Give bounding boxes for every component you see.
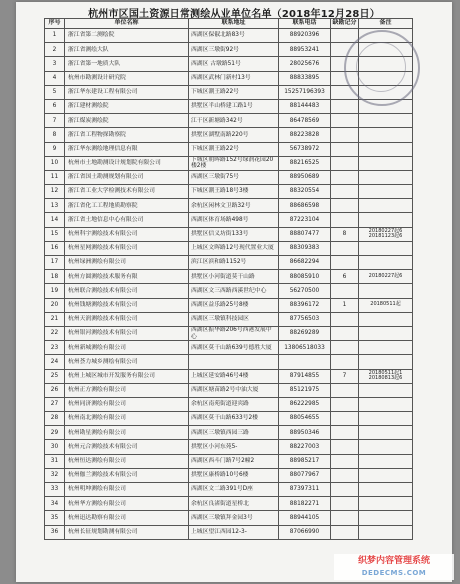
table-row: [45, 397, 413, 411]
table-row: [45, 326, 413, 340]
contact-address: 西湖区西斗门路7号2幢2: [189, 454, 279, 468]
company-name: 杭州钱塘测绘技术有限公司: [65, 298, 189, 312]
table-row: [45, 355, 413, 369]
contact-phone: 88144483: [279, 99, 331, 113]
contact-address: 西湖区武林门新村13号: [189, 71, 279, 85]
company-name: 杭州银河测绘技术有限公司: [65, 326, 189, 340]
company-name: 杭州恒达测绘有限公司: [65, 454, 189, 468]
row-number: 16: [45, 241, 65, 255]
company-name: 杭州科宇测绘技术有限公司: [65, 227, 189, 241]
company-name: 浙江省国土勘测规划有限公司: [65, 170, 189, 184]
row-number: 30: [45, 440, 65, 454]
remark: [359, 397, 413, 411]
column-header: 联系地址: [189, 19, 279, 29]
contact-address: 西湖区三墩镇科技园区: [189, 312, 279, 326]
remark: 20180511起: [359, 298, 413, 312]
company-name: 杭州迅达勘察有限公司: [65, 511, 189, 525]
remark: [359, 199, 413, 213]
watermark-title: 织梦内容管理系统: [357, 556, 430, 566]
contact-phone: 88227003: [279, 440, 331, 454]
company-name: 杭州荟力城乡测绘有限公司: [65, 355, 189, 369]
row-number: 21: [45, 312, 65, 326]
penalty-score: [331, 426, 359, 440]
company-name: 杭州方圆测绘技术服务有限: [65, 270, 189, 284]
remark: 20180227起6: [359, 270, 413, 284]
row-number: 8: [45, 128, 65, 142]
remark: [359, 412, 413, 426]
remark: [359, 355, 413, 369]
table-row: [45, 454, 413, 468]
table-row: [45, 369, 413, 383]
contact-address: 西湖区体育场路498号: [189, 213, 279, 227]
remark: [359, 383, 413, 397]
document-page: [16, 2, 452, 582]
table-body: [45, 29, 413, 540]
penalty-score: [331, 341, 359, 355]
company-name: 杭州同济测绘有限公司: [65, 397, 189, 411]
penalty-score: 8: [331, 227, 359, 241]
remark: [359, 170, 413, 184]
contact-phone: 88077967: [279, 468, 331, 482]
row-number: 33: [45, 483, 65, 497]
contact-address: 西湖区三墩镇拜金园3号: [189, 511, 279, 525]
company-name: 杭州上城区城市开发服务有限公司: [65, 369, 189, 383]
remark: [359, 241, 413, 255]
table-row: [45, 156, 413, 170]
contact-phone: 88309383: [279, 241, 331, 255]
row-number: 3: [45, 57, 65, 71]
contact-address: 西湖区三墩街92号: [189, 43, 279, 57]
row-number: 25: [45, 369, 65, 383]
company-name: 浙江省化工工程地质勘察院: [65, 199, 189, 213]
table-row: [45, 440, 413, 454]
remark: [359, 256, 413, 270]
column-header: 联系电话: [279, 19, 331, 29]
table-row: [45, 298, 413, 312]
company-name: 浙江省第一地质大队: [65, 57, 189, 71]
table-row: [45, 199, 413, 213]
row-number: 10: [45, 156, 65, 170]
contact-address: 西湖区保俶北路83号: [189, 29, 279, 43]
row-number: 4: [45, 71, 65, 85]
contact-phone: 88396172: [279, 298, 331, 312]
contact-phone: 15257196393: [279, 85, 331, 99]
contact-address: 江干区新塘路342号: [189, 114, 279, 128]
contact-address: 西湖区莫干山路633号2楼: [189, 412, 279, 426]
table-row: [45, 383, 413, 397]
row-number: 22: [45, 326, 65, 340]
row-number: 14: [45, 213, 65, 227]
penalty-score: [331, 114, 359, 128]
penalty-score: [331, 511, 359, 525]
row-number: 19: [45, 284, 65, 298]
penalty-score: [331, 326, 359, 340]
company-name: 浙江华东测绘地理信息有限: [65, 142, 189, 156]
contact-phone: 28025676: [279, 57, 331, 71]
contact-phone: 88182271: [279, 497, 331, 511]
contact-address: 西湖区振华路206号西港发展中心: [189, 326, 279, 340]
row-number: 36: [45, 525, 65, 539]
company-name: 浙江建材测绘院: [65, 99, 189, 113]
contact-address: 拱墅区湖墅南路220号: [189, 128, 279, 142]
company-name: 浙江省工程物探勘察院: [65, 128, 189, 142]
penalty-score: [331, 525, 359, 539]
row-number: 6: [45, 99, 65, 113]
table-row: [45, 114, 413, 128]
penalty-score: [331, 142, 359, 156]
contact-address: 下城区潮王路18号3楼: [189, 185, 279, 199]
row-number: 32: [45, 468, 65, 482]
contact-address: 拱墅区半山桥建工路1号: [189, 99, 279, 113]
company-name: 杭州伽兰测绘技术有限公司: [65, 468, 189, 482]
penalty-score: [331, 412, 359, 426]
remark: [359, 128, 413, 142]
column-header: 单位名称: [65, 19, 189, 29]
contact-phone: 56738972: [279, 142, 331, 156]
column-header: 序号: [45, 19, 65, 29]
table-row: [45, 99, 413, 113]
company-name: 杭州华方测绘有限公司: [65, 497, 189, 511]
company-name: 浙江省测绘大队: [65, 43, 189, 57]
table-row: [45, 511, 413, 525]
contact-phone: 88807477: [279, 227, 331, 241]
remark: [359, 185, 413, 199]
document-title: 杭州市区国土资源日常测绘从业单位名单（2018年12月28日）: [88, 9, 380, 20]
company-name: 杭州天润测绘技术有限公司: [65, 312, 189, 326]
row-number: 28: [45, 412, 65, 426]
row-number: 7: [45, 114, 65, 128]
table-row: [45, 185, 413, 199]
row-number: 31: [45, 454, 65, 468]
row-number: 26: [45, 383, 65, 397]
contact-address: 滨江区滨和路1152号: [189, 256, 279, 270]
row-number: 34: [45, 497, 65, 511]
company-name: 杭州绿洲测绘有限公司: [65, 256, 189, 270]
contact-phone: 88223828: [279, 128, 331, 142]
contact-phone: 86682294: [279, 256, 331, 270]
penalty-score: [331, 213, 359, 227]
contact-phone: 87914855: [279, 369, 331, 383]
contact-address: 拱墅区小河东苑5-: [189, 440, 279, 454]
table-row: [45, 341, 413, 355]
row-number: 2: [45, 43, 65, 57]
row-number: 11: [45, 170, 65, 184]
row-number: 9: [45, 142, 65, 156]
remark: [359, 142, 413, 156]
contact-address: 西湖区文二路391号D座: [189, 483, 279, 497]
remark: [359, 312, 413, 326]
penalty-score: [331, 156, 359, 170]
contact-phone: 87756503: [279, 312, 331, 326]
remark: [359, 114, 413, 128]
contact-address: 西湖区莫干山路639号德胜大厦: [189, 341, 279, 355]
contact-phone: 56270500: [279, 284, 331, 298]
contact-address: 上城区延安路46号4楼: [189, 369, 279, 383]
remark: 20180227起6 20181123起6: [359, 227, 413, 241]
contact-phone: 88833895: [279, 71, 331, 85]
contact-address: 西湖区文三西路西溪世纪中心: [189, 284, 279, 298]
row-number: 27: [45, 397, 65, 411]
company-name: 浙江省第二测绘院: [65, 29, 189, 43]
contact-address: 拱墅区康桥路10号6楼: [189, 468, 279, 482]
row-number: 23: [45, 341, 65, 355]
company-name: 杭州市勘测设计研究院: [65, 71, 189, 85]
contact-phone: 85121975: [279, 383, 331, 397]
contact-address: 余杭区良渚街道星桥北: [189, 497, 279, 511]
penalty-score: [331, 241, 359, 255]
remark: [359, 326, 413, 340]
remark: [359, 341, 413, 355]
company-name: 杭州南北测绘有限公司: [65, 412, 189, 426]
column-header: 备注: [359, 19, 413, 29]
penalty-score: [331, 497, 359, 511]
table-row: [45, 525, 413, 539]
company-name: 杭州明坤测绘有限公司: [65, 483, 189, 497]
penalty-score: [331, 99, 359, 113]
contact-address: [189, 355, 279, 369]
penalty-score: [331, 454, 359, 468]
table-row: [45, 497, 413, 511]
contact-phone: 88950689: [279, 170, 331, 184]
table-row: [45, 312, 413, 326]
remark: [359, 525, 413, 539]
company-name: 杭州星网测绘技术有限公司: [65, 241, 189, 255]
company-name: 浙江华东建设工程有限公司: [65, 85, 189, 99]
row-number: 13: [45, 199, 65, 213]
company-name: 浙江省土地信息中心有限公司: [65, 213, 189, 227]
table-row: [45, 213, 413, 227]
contact-address: 上城区文晖路12号现代置业大厦: [189, 241, 279, 255]
penalty-score: [331, 383, 359, 397]
contact-phone: [279, 355, 331, 369]
company-name: 杭州新城测绘有限公司: [65, 341, 189, 355]
contact-address: 上城区望江西园12-3-: [189, 525, 279, 539]
table-header-row: [45, 19, 413, 29]
company-name: 杭州市土地勘测设计规划院有限公司: [65, 156, 189, 170]
contact-address: 余杭区南苑街道迎宾路: [189, 397, 279, 411]
table-row: [45, 426, 413, 440]
contact-phone: 86222985: [279, 397, 331, 411]
contact-phone: 88944105: [279, 511, 331, 525]
contact-phone: 87223104: [279, 213, 331, 227]
company-name: 杭州元合测绘技术有限公司: [65, 440, 189, 454]
company-name: 杭州联合测绘技术有限公司: [65, 284, 189, 298]
company-name: 浙江煤炭测绘院: [65, 114, 189, 128]
contact-address: 西湖区塘苗路2号中油大厦: [189, 383, 279, 397]
remark: [359, 497, 413, 511]
row-number: 20: [45, 298, 65, 312]
row-number: 15: [45, 227, 65, 241]
remark: [359, 511, 413, 525]
penalty-score: [331, 397, 359, 411]
contact-phone: 88269289: [279, 326, 331, 340]
contact-phone: 88054655: [279, 412, 331, 426]
contact-phone: 88320554: [279, 185, 331, 199]
contact-address: 西湖区三墩镇西园三路: [189, 426, 279, 440]
table-row: [45, 483, 413, 497]
table-row: [45, 170, 413, 184]
table-row: [45, 412, 413, 426]
remark: [359, 213, 413, 227]
penalty-score: [331, 355, 359, 369]
penalty-score: 6: [331, 270, 359, 284]
contact-phone: 87066990: [279, 525, 331, 539]
penalty-score: 7: [331, 369, 359, 383]
table-row: [45, 256, 413, 270]
table-row: [45, 468, 413, 482]
row-number: 24: [45, 355, 65, 369]
table-row: [45, 128, 413, 142]
contact-address: 西湖区益乐路25号8楼: [189, 298, 279, 312]
remark: 20180511起1 20180813起6: [359, 369, 413, 383]
contact-phone: 88085910: [279, 270, 331, 284]
penalty-score: 1: [331, 298, 359, 312]
company-name: 杭州勘星测绘有限公司: [65, 426, 189, 440]
contact-address: 下城区潮王路22号: [189, 142, 279, 156]
table-row: [45, 142, 413, 156]
contact-address: 拱墅区小河街道莫干山路: [189, 270, 279, 284]
contact-phone: 88985217: [279, 454, 331, 468]
contact-address: 西湖区 古墩路51号: [189, 57, 279, 71]
contact-phone: 88686598: [279, 199, 331, 213]
contact-phone: 88953241: [279, 43, 331, 57]
remark: [359, 284, 413, 298]
contact-phone: 86478569: [279, 114, 331, 128]
penalty-score: [331, 128, 359, 142]
penalty-score: [331, 199, 359, 213]
contact-phone: 88950346: [279, 426, 331, 440]
table-row: [45, 284, 413, 298]
contact-address: 下城区朝晖路152号绿润花园20楼2楼: [189, 156, 279, 170]
remark: [359, 454, 413, 468]
row-number: 29: [45, 426, 65, 440]
contact-phone: 88216525: [279, 156, 331, 170]
table-row: [45, 270, 413, 284]
column-header: 缺勘记分: [331, 19, 359, 29]
remark: [359, 483, 413, 497]
row-number: 35: [45, 511, 65, 525]
contact-phone: 13806518033: [279, 341, 331, 355]
remark: [359, 440, 413, 454]
row-number: 1: [45, 29, 65, 43]
official-seal-stamp: [344, 30, 420, 106]
watermark-domain: DEDECMS.COM: [361, 569, 427, 577]
contact-address: 下城区潮王路22号: [189, 85, 279, 99]
seal-inner-ring: [356, 42, 406, 92]
remark: [359, 426, 413, 440]
company-name: 浙江省工业大学检测技术有限公司: [65, 185, 189, 199]
row-number: 18: [45, 270, 65, 284]
contact-address: 余杭区闲林文卫路32号: [189, 199, 279, 213]
contact-phone: 87397311: [279, 483, 331, 497]
remark: [359, 468, 413, 482]
penalty-score: [331, 440, 359, 454]
row-number: 17: [45, 256, 65, 270]
table-row: [45, 227, 413, 241]
row-number: 5: [45, 85, 65, 99]
penalty-score: [331, 170, 359, 184]
table-row: [45, 241, 413, 255]
company-name: 杭州正方测绘有限公司: [65, 383, 189, 397]
contact-phone: 88920396: [279, 29, 331, 43]
penalty-score: [331, 468, 359, 482]
company-name: 杭州长征规划勘测有限公司: [65, 525, 189, 539]
penalty-score: [331, 284, 359, 298]
penalty-score: [331, 256, 359, 270]
penalty-score: [331, 312, 359, 326]
row-number: 12: [45, 185, 65, 199]
contact-address: 西湖区三墩街75号: [189, 170, 279, 184]
contact-address: 拱墅区信义坊街133号: [189, 227, 279, 241]
penalty-score: [331, 483, 359, 497]
site-watermark: [334, 554, 454, 580]
remark: [359, 156, 413, 170]
penalty-score: [331, 185, 359, 199]
